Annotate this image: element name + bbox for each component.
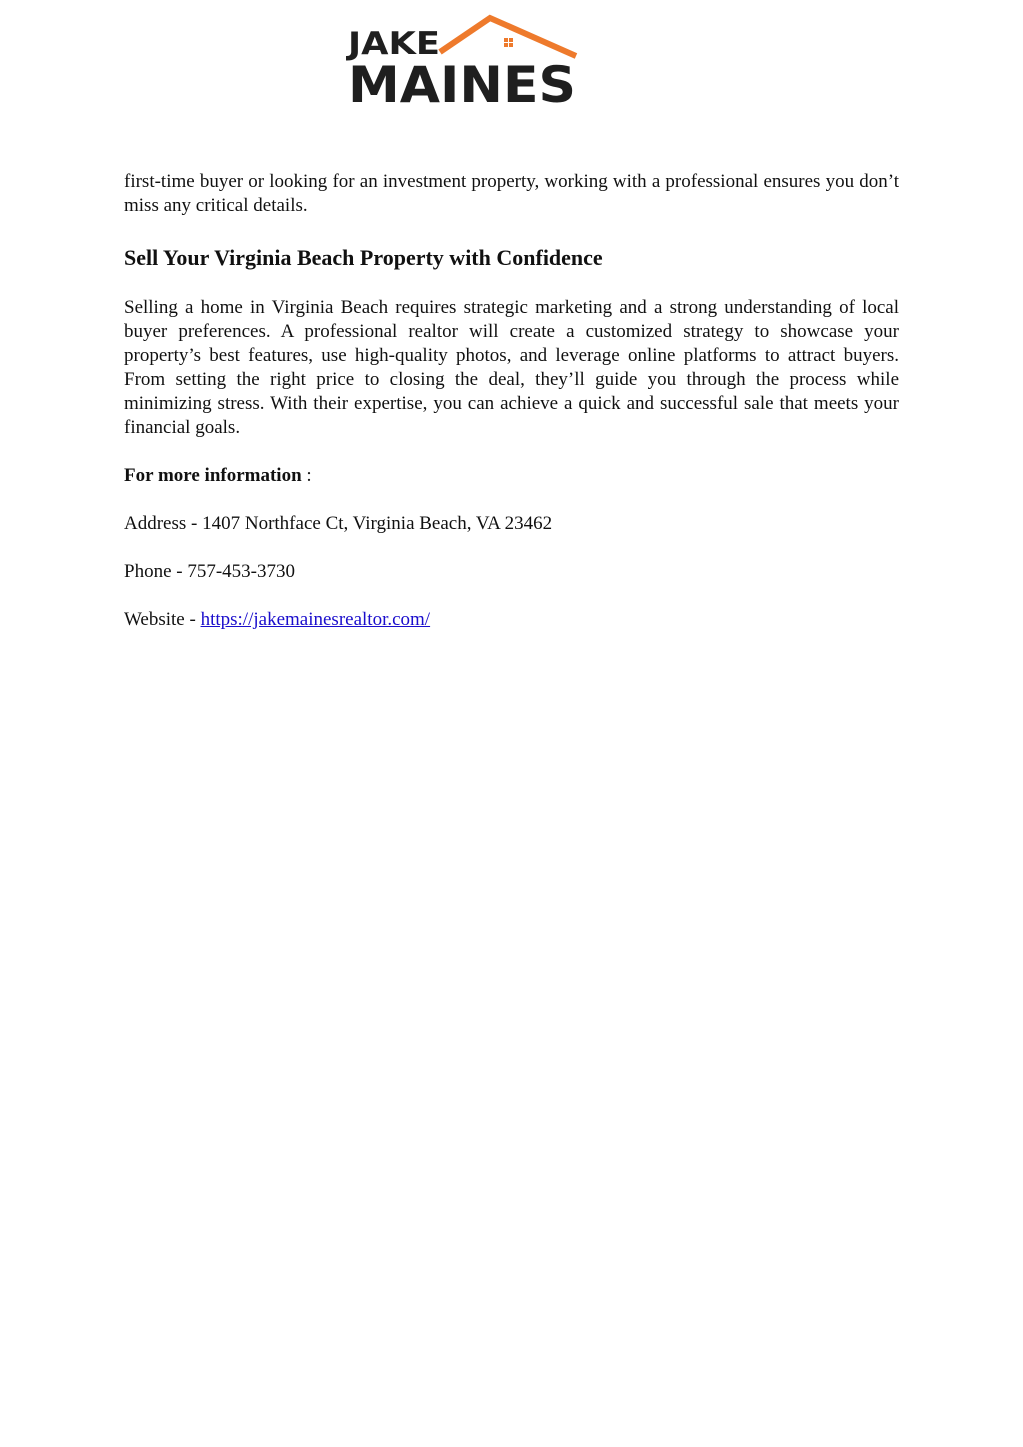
website-line bbox=[124, 608, 899, 632]
section-body-paragraph: Selling a home in Virginia Beach requires strategic marketing and a strong understanding of local buyer preferences. A professional realtor will create a customized strategy to showcase your property’s best features, use high-quality photos, and leverage online platforms to attract buyers. From setting the right price to closing the deal, they’ll guide you through the process while minimizing stress. With their expertise, you can achieve a quick and successful sale that meets your financial goals. bbox=[124, 297, 899, 438]
more-info-heading bbox=[124, 464, 899, 488]
logo-line-2: MAINES bbox=[348, 56, 576, 110]
address-line bbox=[124, 512, 899, 536]
phone-line bbox=[124, 560, 899, 584]
more-info-separator: : bbox=[301, 465, 312, 486]
address-label: Address - bbox=[124, 513, 203, 534]
phone-value: 757-453-3730 bbox=[187, 561, 295, 582]
jake-maines-logo bbox=[344, 14, 580, 110]
address-value: 1407 Northface Ct, Virginia Beach, VA 23462 bbox=[202, 513, 553, 534]
document-body bbox=[124, 170, 899, 632]
website-link[interactable]: https://jakemainesrealtor.com/ bbox=[200, 609, 431, 630]
section-heading: Sell Your Virginia Beach Property with Confidence bbox=[124, 245, 603, 270]
window-icon bbox=[504, 38, 513, 47]
intro-continuation-paragraph: first-time buyer or looking for an investment property, working with a professional ensures you don’t miss any critical details. bbox=[124, 171, 899, 216]
website-label: Website - bbox=[124, 609, 201, 630]
phone-label: Phone - bbox=[124, 561, 188, 582]
logo-graphic bbox=[344, 14, 580, 110]
roof-icon bbox=[440, 18, 576, 56]
logo-line-1: JAKE bbox=[345, 26, 440, 62]
more-info-label: For more information bbox=[124, 465, 302, 486]
